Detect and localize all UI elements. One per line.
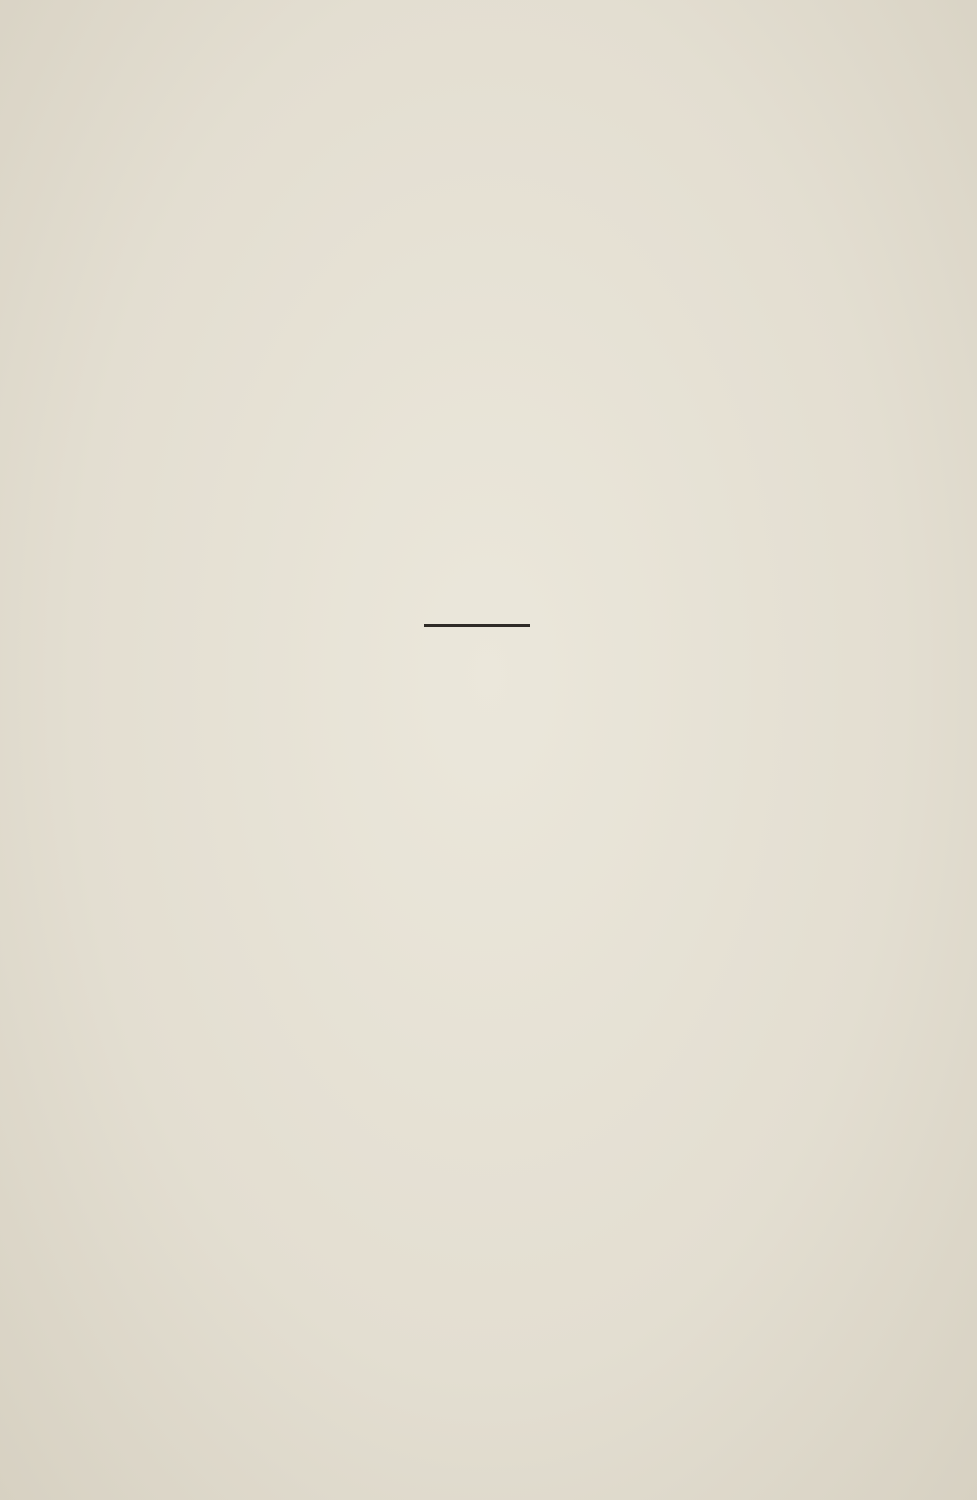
section-divider [424, 624, 530, 627]
bottom-text-block [70, 673, 940, 700]
top-text-block [60, 104, 929, 145]
